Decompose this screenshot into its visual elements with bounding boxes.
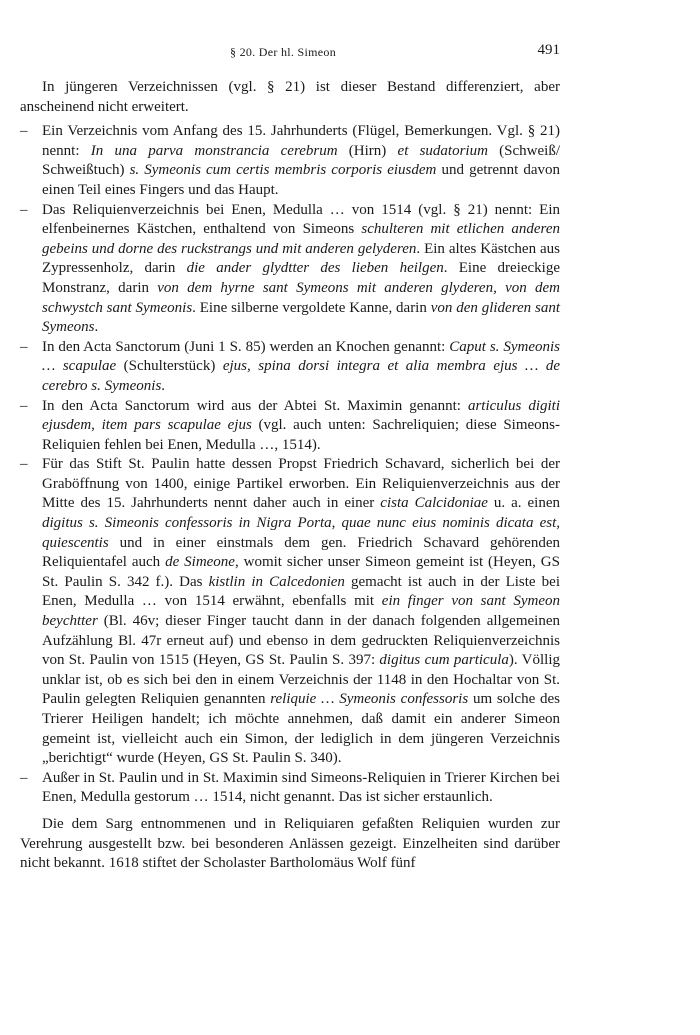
text-run: . bbox=[161, 377, 166, 394]
italic-quote: ein finger von sant Symeon beychtter bbox=[42, 593, 561, 630]
text-run: und in einer einstmals dem gen. Friedrich Schavard gehörenden Reliquientafel auch bbox=[42, 534, 560, 571]
page-number: 491 bbox=[537, 42, 560, 58]
intro-paragraph: In jüngeren Verzeichnissen (vgl. § 21) ist dieser Bestand differenziert, aber anscheinend nicht erweitert. bbox=[20, 79, 560, 115]
main-text bbox=[20, 78, 560, 874]
text-run: (Schweiß/ Schweißtuch) bbox=[42, 142, 560, 179]
italic-quote: Caput s. Symeonis … scapulae bbox=[42, 338, 560, 375]
italic-quote: articulus digiti ejusdem, item pars scapulae ejus bbox=[42, 397, 560, 434]
text-run: . Eine silberne vergoldete Kanne, darin bbox=[192, 299, 431, 316]
italic-quote: die ander glydtter des lieben heilgen bbox=[186, 260, 444, 277]
text-run: ). Völlig unklar ist, ob es sich bei den in einem Verzeichnis der 1148 in den Hochaltar von St. Paulin gelegten Reliquien genannten bbox=[42, 652, 560, 708]
text-run: Das Reliquienverzeichnis bei Enen, Medulla … von 1514 (vgl. § 21) nennt: Ein elfenbeinernes Kästchen, enthaltend von Simeons bbox=[42, 201, 560, 238]
text-run: u. a. einen bbox=[487, 495, 561, 512]
text-run: (Bl. 46v; dieser Finger taucht dann in der danach folgenden allgemeinen Aufzählung Bl. 47r erneut auf) und ebenso in dem gedruckten Reliquienverzeichnis von St. Paulin von 1515 (Heyen, GS St. Paulin S. 397: bbox=[42, 613, 560, 669]
italic-quote: s. Symeonis cum certis membris corporis eiusdem bbox=[129, 162, 437, 179]
text-run: (vgl. auch unten: Sachreliquien; diese Simeons-Reliquien fehlen bei Enen, Medulla …, 1514). bbox=[42, 417, 560, 453]
italic-quote: von den glideren sant Symeons bbox=[42, 299, 560, 336]
text-run: In den Acta Sanctorum wird aus der Abtei St. Maximin genannt: bbox=[42, 397, 468, 414]
text-run: und getrennt davon einen Teil eines Fingers und das Haupt. bbox=[42, 162, 560, 198]
list-dash: – bbox=[20, 397, 28, 414]
list-item bbox=[20, 122, 560, 200]
text-run: . Ein altes Kästchen aus Zypressenholz, darin bbox=[42, 240, 560, 277]
text-run: . bbox=[94, 319, 99, 336]
text-run: (Schulterstück) bbox=[116, 358, 223, 375]
closing-paragraph: Die dem Sarg entnommenen und in Reliquiaren gefaßten Reliquien wurden zur Verehrung ausgestellt bzw. bei besonderen Anlässen gezeigt. Einzelheiten sind darüber nicht bekannt. 1618 stiftet der Scholaster Bartholomäus Wolf fünf bbox=[20, 815, 560, 872]
italic-quote: de Simeone bbox=[165, 554, 235, 571]
list-item bbox=[20, 201, 560, 338]
italic-quote: cista Calcidoniae bbox=[380, 495, 488, 512]
list-item bbox=[20, 769, 560, 808]
running-head: § 20. Der hl. Simeon bbox=[230, 45, 336, 59]
italic-quote: et sudatorium bbox=[397, 142, 488, 159]
list-dash: – bbox=[20, 338, 28, 355]
list-item bbox=[20, 397, 560, 456]
text-run: Ein Verzeichnis vom Anfang des 15. Jahrhunderts (Flügel, Bemerkungen. Vgl. § 21) nennt: bbox=[42, 123, 560, 159]
text-run: um solche des Trierer Heiligen handelt; ich möchte annehmen, daß damit ein anderer Simeon gemeint ist, vielleicht auch ein Simon, der lediglich in dem jüngeren Verzeichnis „berichtigt“ wurde (Heyen, GS St. Paulin S. 340). bbox=[42, 691, 560, 767]
page-header bbox=[20, 42, 560, 64]
list-dash: – bbox=[20, 769, 28, 786]
list-dash: – bbox=[20, 123, 28, 140]
text-run: , womit sicher unser Simeon gemeint ist (Heyen, GS St. Paulin S. 342 f.). Das bbox=[42, 554, 560, 590]
italic-quote: In una parva monstrancia cerebrum bbox=[90, 142, 338, 159]
italic-quote: kistlin in Calcedonien bbox=[208, 573, 345, 590]
italic-quote: von dem hyrne sant Symeons mit anderen glyderen, von dem schwystch sant Symeonis bbox=[42, 279, 560, 316]
italic-quote: digitus s. Simeonis confessoris in Nigra Porta, quae nunc eius nominis dicata est, quiescentis bbox=[42, 515, 560, 551]
text-run: Außer in St. Paulin und in St. Maximin sind Simeons-Reliquien in Trierer Kirchen bei Enen, Medulla gestorum … 1514, nicht genannt. Das ist sicher erstaunlich. bbox=[42, 769, 560, 806]
italic-quote: ejus, spina dorsi integra et alia membra ejus … de cerebro s. Symeonis bbox=[42, 358, 560, 394]
italic-quote: digitus cum particula bbox=[379, 652, 509, 669]
list-dash: – bbox=[20, 201, 28, 218]
text-run: Für das Stift St. Paulin hatte dessen Propst Friedrich Schavard, sicherlich bei der Graböffnung von 1400, einige Partikel erworben. Ein Reliquienverzeichnis aus der Mitte des 15. Jahrhunderts nennt daher auch in einer bbox=[42, 456, 560, 512]
italic-quote: schulteren mit etlichen anderen gebeins und dorne des ruckstrangs und mit anderen gelyderen bbox=[42, 221, 560, 257]
text-run: In den Acta Sanctorum (Juni 1 S. 85) werden an Knochen genannt: bbox=[42, 338, 450, 355]
list-dash: – bbox=[20, 456, 28, 473]
text-run: (Hirn) bbox=[337, 142, 398, 159]
text-run: . Eine dreieckige Monstranz, darin bbox=[42, 260, 560, 296]
relic-list bbox=[20, 122, 560, 808]
list-item bbox=[20, 338, 560, 397]
text-run: gemacht ist auch in der Liste bei Enen, Medulla … von 1514 erwähnt, ebenfalls mit bbox=[42, 573, 560, 610]
italic-quote: reliquie … Symeonis confessoris bbox=[270, 691, 469, 708]
list-item bbox=[20, 455, 560, 769]
